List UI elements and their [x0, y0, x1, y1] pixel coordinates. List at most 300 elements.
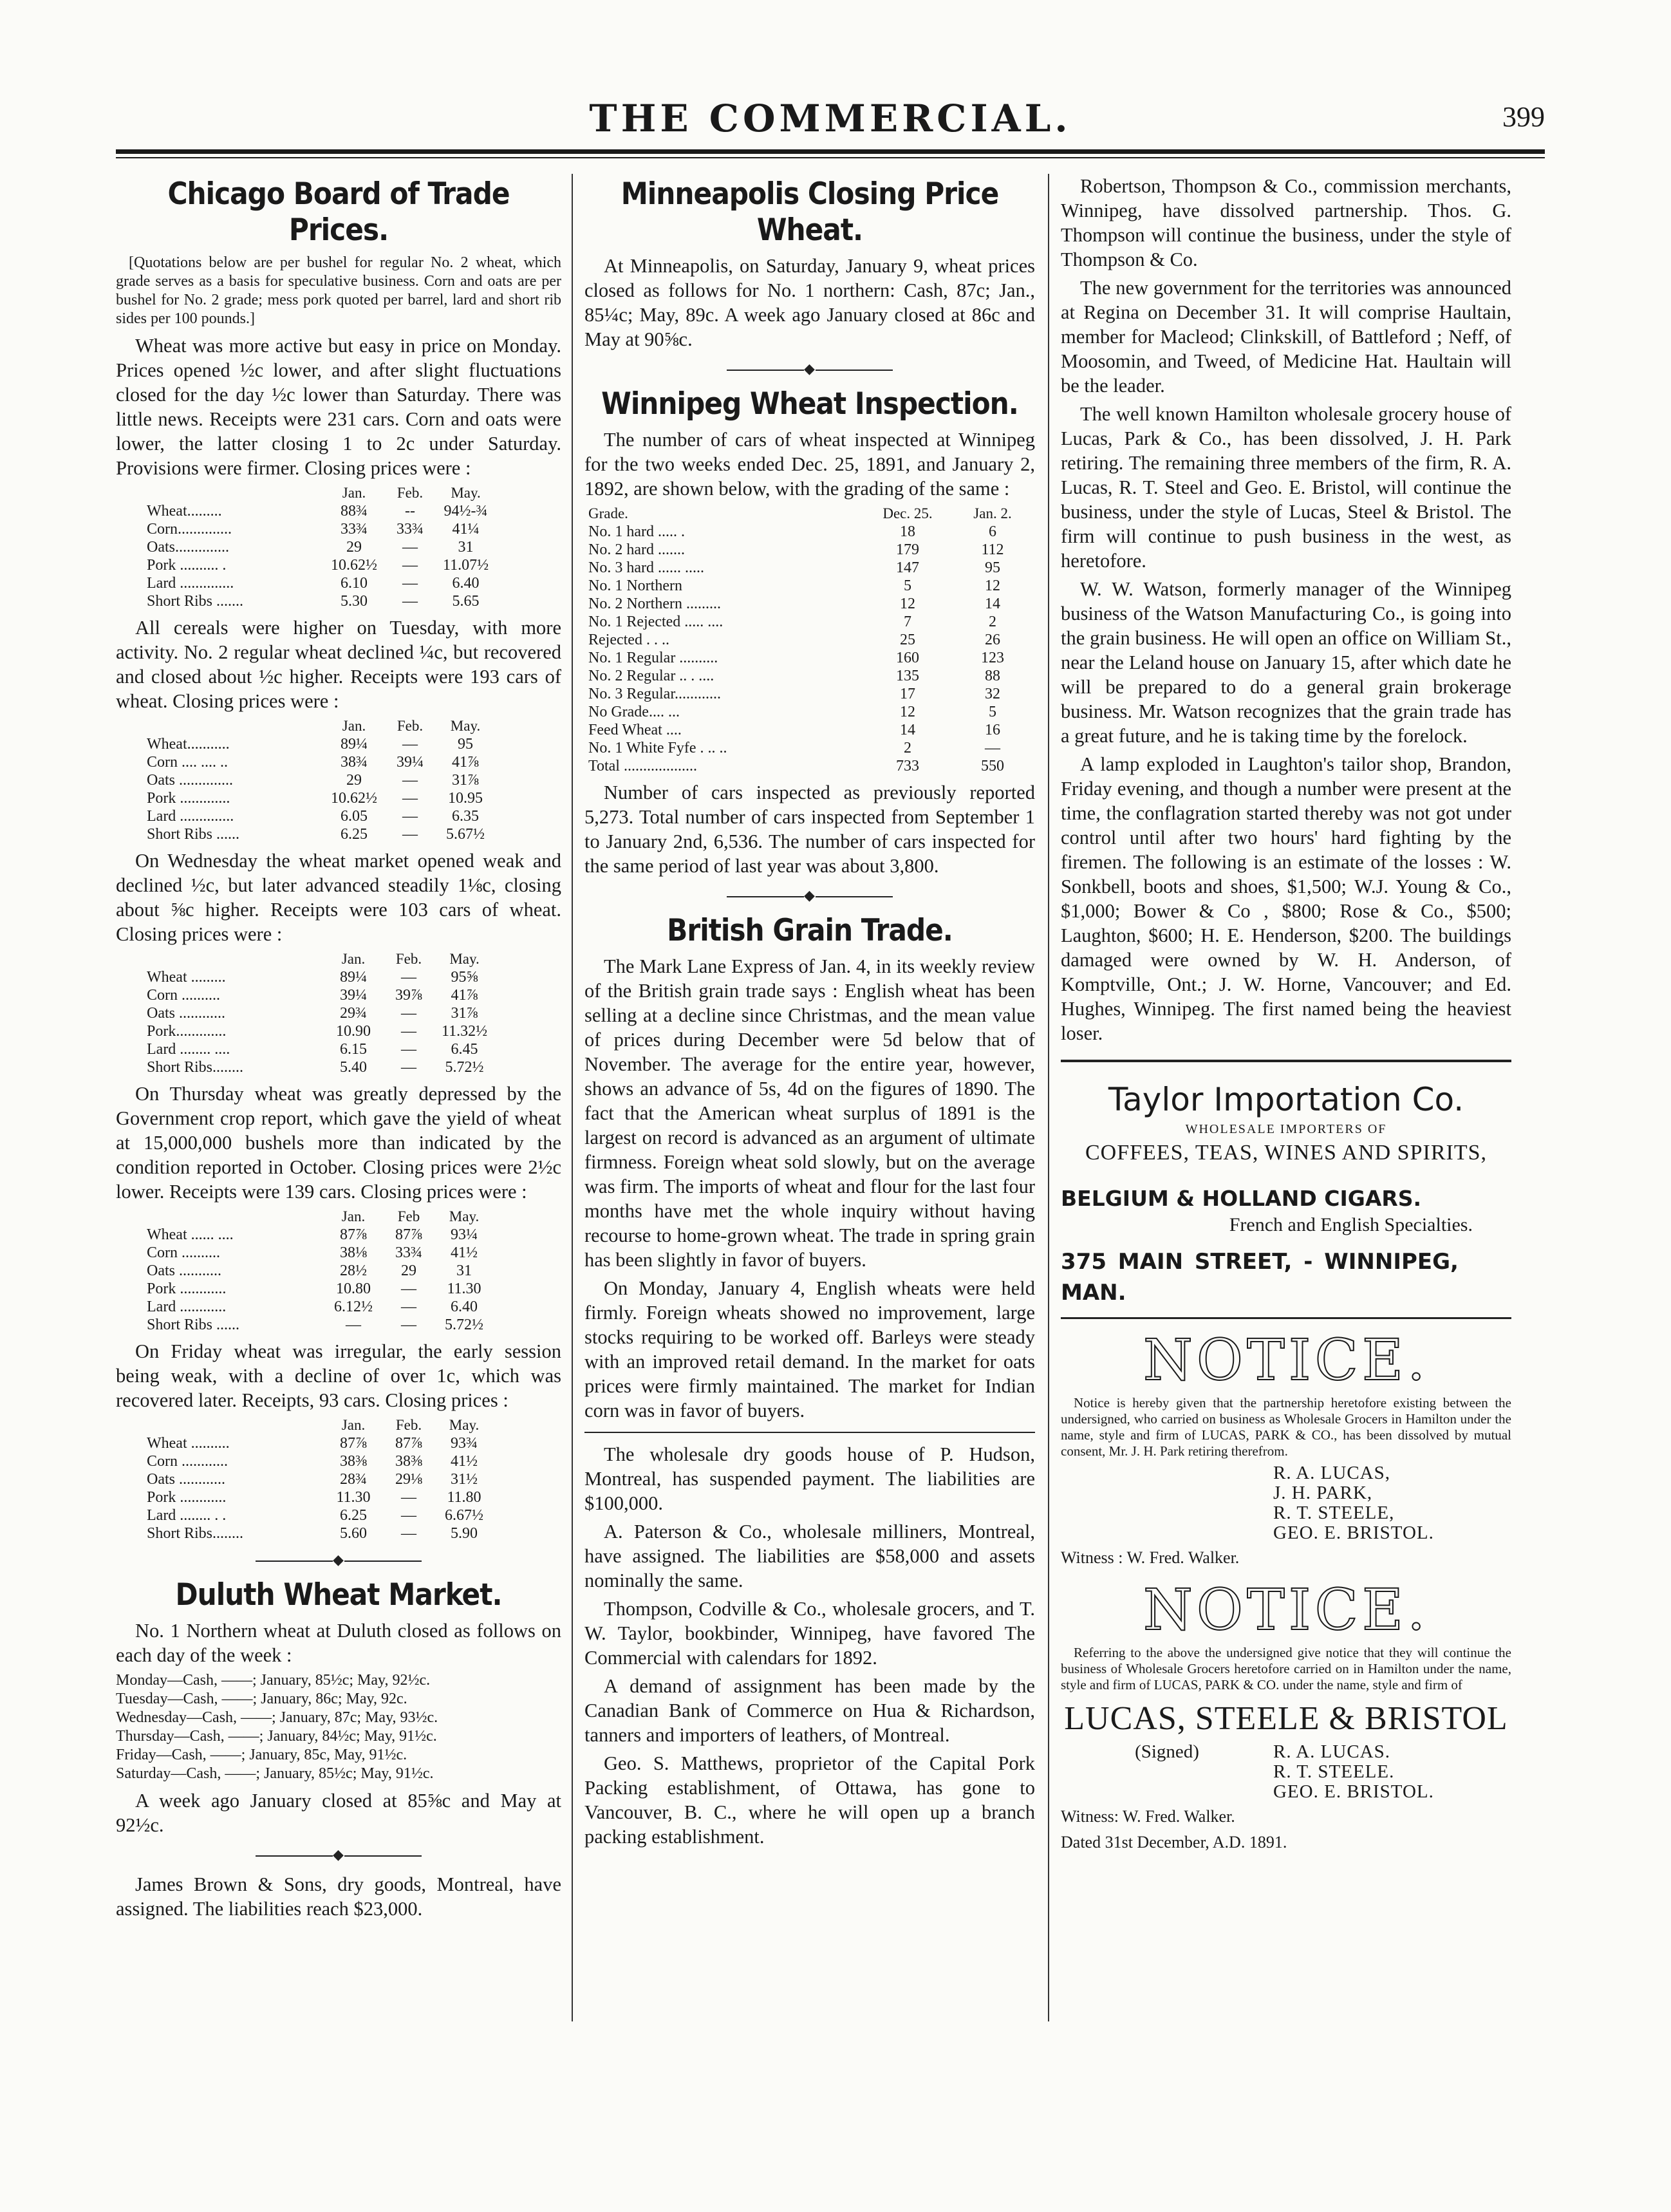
chicago-note: [Quotations below are per bushel for regular No. 2 wheat, which grade serves as a basis for speculative business. Corn and oats are per bushel for No. 2 grade; mess pork quoted per barrel, lard and short rib sides per 100 pounds.]: [116, 254, 561, 327]
thompson-item: Thompson, Codville & Co., wholesale grocers, and T. W. Taylor, bookbinder, Winnipeg, have favored The Commercial with calendars for 1892.: [584, 1598, 1035, 1669]
section-separator: ◆: [116, 1548, 561, 1572]
cell-value: 6: [989, 523, 996, 540]
chicago-heading: Chicago Board of Trade Prices.: [167, 176, 510, 248]
table-row: [584, 757, 1035, 775]
cell-value: 88¾: [341, 503, 368, 520]
cell-value: 6.45: [451, 1041, 478, 1058]
cell-value: —: [401, 1298, 416, 1315]
table-row: [584, 631, 1035, 649]
friday-prices-table: [142, 1416, 492, 1542]
table-row: [142, 1058, 492, 1076]
tuesday-report: All cereals were higher on Tuesday, with more activity. No. 2 regular wheat declined ¼c, but recovered and closed about ½c higher. Receipts were 193 cars of wheat. Closing prices were :: [116, 617, 561, 712]
cell-value: --: [405, 503, 415, 520]
cell-value: 12: [900, 595, 915, 612]
list-line: Tuesday—Cash, ——; January, 86c; May, 92c.: [116, 1691, 407, 1707]
cell-value: 5: [989, 704, 996, 720]
thursday-prices-table: [142, 1208, 492, 1334]
list-line: J. H. PARK,: [1273, 1483, 1373, 1503]
cell-value: 5: [904, 577, 911, 594]
thursday-report: On Thursday wheat was greatly depressed by the Government crop report, which gave the yield of wheat at 15,000,000 bushels more than indicated by the condition reported in October. Closing prices were 2½c lower. Receipts were 139 cars. Closing prices were :: [116, 1083, 561, 1203]
divider: [1061, 1317, 1511, 1319]
demand-item: A demand of assignment has been made by the Canadian Bank of Commerce on Hua & Richardson, tanners and importers of leathers, of Montreal.: [584, 1675, 1035, 1746]
row-label: No Grade.... ...: [588, 704, 680, 720]
column-3: [1061, 174, 1511, 1853]
hudson-item: The wholesale dry goods house of P. Hudson, Montreal, has suspended payment. The liabilities are $100,000.: [584, 1443, 1035, 1514]
row-label: Wheat ..........: [147, 1435, 230, 1452]
row-label: Pork .............: [147, 790, 230, 807]
row-label: Lard ........ . .: [147, 1507, 227, 1524]
newspaper-title: THE COMMERCIAL.: [589, 97, 1072, 140]
cell-value: —: [402, 557, 418, 574]
ad-subtitle: WHOLESALE IMPORTERS OF: [1185, 1122, 1387, 1136]
row-label: Short Ribs .......: [147, 593, 244, 610]
inspection-text: The number of cars of wheat inspected at Winnipeg for the two weeks ended Dec. 25, 1891, and January 2, 1892, are shown below, with the grading of the same :: [584, 429, 1035, 500]
duluth-intro: No. 1 Northern wheat at Duluth closed as follows on each day of the week :: [116, 1620, 561, 1666]
row-label: No. 3 Regular............: [588, 686, 721, 702]
cell-value: 12: [985, 577, 1000, 594]
cell-value: —: [401, 1507, 416, 1524]
friday-report: On Friday wheat was irregular, the early session being weak, with a decline of over 1c, which was recovered later. Receipts, 93 cars. Closing prices :: [116, 1340, 561, 1411]
government-item: The new government for the territories was announced at Regina on December 31. It will comprise Haultain, member for Macleod; Clinkskill, of Battleford ; Neff, of Moosomin, and Tweed, of Medicine Hat. Haultain will be the leader.: [1061, 277, 1511, 397]
cell-value: 93¾: [451, 1435, 478, 1452]
column-header: Feb: [397, 1208, 420, 1224]
cell-value: 41½: [451, 1453, 478, 1470]
table-row: [142, 1262, 492, 1280]
cell-value: 38⅛: [340, 1244, 367, 1261]
duluth-daily-list: [116, 1671, 561, 1783]
column-header: Grade.: [588, 505, 628, 521]
row-label: Wheat...........: [147, 736, 230, 753]
cell-value: 11.30: [336, 1489, 371, 1506]
row-label: No. 2 Regular .. . ....: [588, 668, 714, 684]
list-line: Monday—Cash, ——; January, 85½c; May, 92½c.: [116, 1672, 431, 1689]
cell-value: 2: [904, 740, 911, 756]
cell-value: —: [401, 1005, 416, 1022]
row-label: Corn ..........: [147, 987, 220, 1004]
cell-value: 29: [401, 1262, 416, 1279]
cell-value: 32: [985, 686, 1000, 702]
list-line: Wednesday—Cash, ——; January, 87c; May, 93½c.: [116, 1709, 438, 1726]
cell-value: 38⅜: [340, 1453, 367, 1470]
notice-dissolution-text: Notice is hereby given that the partnership heretofore existing between the undersigned, who carried on business as Wholesale Grocers in Hamilton under the name, style and firm of LUCAS, PARK & CO., has been dissolved by mutual consent, Mr. J. H. Park retiring therefrom.: [1061, 1395, 1511, 1459]
row-label: No. 1 Northern: [588, 577, 682, 594]
cell-value: —: [402, 575, 418, 592]
list-line: Thursday—Cash, ——; January, 84½c; May, 91½c.: [116, 1728, 437, 1745]
cell-value: 14: [900, 722, 915, 738]
cell-value: 135: [896, 668, 919, 684]
row-label: Oats ...........: [147, 1262, 221, 1279]
table-header-row: [142, 484, 494, 502]
cell-value: 39¼: [340, 987, 367, 1004]
notice-heading: NOTICE.: [1143, 1327, 1430, 1393]
row-label: Oats..............: [147, 539, 229, 556]
watson-item: W. W. Watson, formerly manager of the Winnipeg business of the Watson Manufacturing Co., is going into the grain business. He will open an office on William St., near the Leland house on January 15, after which date he will be prepared to do a general grain brokerage business. Mr. Watson recognizes that the grain trade has a great future, and he is taking time by the forelock.: [1061, 578, 1511, 747]
table-header-row: [142, 1208, 492, 1226]
column-header: Jan.: [341, 951, 366, 967]
column-header: Jan. 2.: [973, 505, 1012, 521]
column-header: Feb.: [395, 951, 422, 967]
cell-value: 5.65: [452, 593, 480, 610]
column-header: Jan.: [342, 485, 366, 501]
table-row: [584, 685, 1035, 703]
row-label: No. 1 White Fyfe . .. ..: [588, 740, 727, 756]
cell-value: 10.62½: [331, 557, 377, 574]
inspection-table: [584, 505, 1035, 775]
column-header: Dec. 25.: [882, 505, 933, 521]
ad-company-name: Taylor Importation Co.: [1108, 1081, 1464, 1118]
cell-value: 95: [985, 559, 1000, 576]
cell-value: 28½: [340, 1262, 367, 1279]
taylor-advertisement: [1061, 1079, 1511, 1308]
list-line: GEO. E. BRISTOL.: [1273, 1781, 1434, 1802]
cell-value: 123: [981, 650, 1004, 666]
cell-value: 88: [985, 668, 1000, 684]
table-row: [584, 703, 1035, 721]
cell-value: 6.10: [341, 575, 368, 592]
cell-value: 29¾: [340, 1005, 367, 1022]
cell-value: 87⅞: [340, 1435, 367, 1452]
table-row: [584, 649, 1035, 667]
row-label: Lard ..............: [147, 575, 234, 592]
table-row: [584, 721, 1035, 739]
column-header: May.: [449, 951, 480, 967]
row-label: Corn..............: [147, 521, 232, 538]
table-header-row: [584, 505, 1035, 523]
row-label: No. 1 Regular ..........: [588, 650, 718, 666]
monday-report: Wheat was more active but easy in price on Monday. Prices opened ½c lower, and after slight fluctuations closed for the day ½c lower than Saturday. There was little news. Receipts were 231 cars. Corn and oats were lower, the latter closing 1 to 2c under Saturday. Provisions were firmer. Closing prices were :: [116, 335, 561, 479]
wednesday-report: On Wednesday the wheat market opened weak and declined ½c, but later advanced steadily 1⅛c, closing about ⅝c higher. Receipts were 103 cars of wheat. Closing prices were :: [116, 850, 561, 945]
table-row: [584, 613, 1035, 631]
column-divider: [572, 174, 573, 2021]
signed-label: (Signed): [1135, 1741, 1199, 1762]
table-row: [142, 1470, 492, 1488]
cell-value: 87⅞: [395, 1226, 422, 1243]
cell-value: —: [402, 593, 418, 610]
cell-value: —: [401, 1317, 416, 1333]
table-row: [142, 986, 492, 1004]
row-label: Rejected . . ..: [588, 632, 669, 648]
table-header-row: [142, 717, 493, 735]
cell-value: 41⅞: [451, 987, 478, 1004]
table-row: [142, 825, 493, 843]
table-row: [142, 1506, 492, 1524]
cell-value: 6.05: [341, 808, 368, 825]
header-rule-thick: [116, 149, 1545, 154]
cell-value: —: [402, 790, 418, 807]
notice-witness: Witness : W. Fred. Walker.: [1061, 1548, 1240, 1567]
cell-value: 10.62½: [331, 790, 377, 807]
cell-value: —: [346, 1317, 361, 1333]
firm-name: LUCAS, STEELE & BRISTOL: [1064, 1700, 1508, 1737]
british-p2: On Monday, January 4, English wheats were held firmly. Foreign wheats showed no improvement, large stocks requiring to be worked off. Barleys were steady with an improved retail demand. In the market for oats prices were firmly maintained. The market for Indian corn was in favor of buyers.: [584, 1277, 1035, 1421]
cell-value: 6.40: [452, 575, 480, 592]
notice-signatures: [1061, 1463, 1511, 1543]
cell-value: —: [401, 1280, 416, 1297]
robertson-item: Robertson, Thompson & Co., commission merchants, Winnipeg, have dissolved partnership. Thos. G. Thompson will continue the business, under the style of Thompson & Co.: [1061, 175, 1511, 270]
table-row: [142, 1004, 492, 1022]
row-label: Corn ..........: [147, 1244, 220, 1261]
table-row: [142, 789, 493, 807]
table-row: [584, 595, 1035, 613]
cell-value: —: [985, 740, 1000, 756]
cell-value: —: [402, 808, 418, 825]
cell-value: 5.30: [341, 593, 368, 610]
list-line: R. T. STEELE,: [1273, 1503, 1395, 1523]
row-label: Feed Wheat ....: [588, 722, 682, 738]
hamilton-item: The well known Hamilton wholesale grocery house of Lucas, Park & Co., has been dissolved, J. H. Park retiring. The remaining three members of the firm, R. A. Lucas, R. T. Steel and Geo. E. Bristol, will continue the business, under the style of Lucas, Steel & Bristol. The firm will continue to push business in the west, as heretofore.: [1061, 403, 1511, 572]
cell-value: —: [401, 1041, 416, 1058]
cell-value: 38¾: [341, 754, 368, 771]
row-label: Oats ..............: [147, 772, 233, 789]
table-row: [142, 1226, 492, 1244]
list-line: R. T. STEELE.: [1273, 1761, 1395, 1782]
row-label: Short Ribs........: [147, 1525, 244, 1542]
cell-value: 6.12½: [334, 1298, 373, 1315]
cell-value: 112: [981, 541, 1004, 558]
row-label: No. 1 Rejected ..... ....: [588, 614, 723, 630]
row-label: No. 2 hard .......: [588, 541, 685, 558]
cell-value: 5.90: [451, 1525, 478, 1542]
page-number: 399: [1502, 101, 1545, 133]
table-header-row: [142, 1416, 492, 1434]
cell-value: 29: [346, 772, 362, 789]
cell-value: —: [401, 1023, 416, 1040]
list-line: R. A. LUCAS.: [1273, 1741, 1391, 1762]
row-label: Wheat.........: [147, 503, 222, 520]
ad-cigars: BELGIUM & HOLLAND CIGARS.: [1061, 1186, 1422, 1211]
cell-value: 6.35: [452, 808, 479, 825]
divider: [1061, 1060, 1511, 1062]
column-header: May.: [450, 718, 481, 734]
divider: [584, 1432, 1035, 1433]
row-label: Lard ........ ....: [147, 1041, 230, 1058]
table-row: [142, 538, 494, 556]
notice-signatures: [1273, 1742, 1434, 1802]
cell-value: —: [401, 1059, 416, 1076]
cell-value: 31⅞: [452, 772, 479, 789]
cell-value: 33¾: [341, 521, 368, 538]
paterson-item: A. Paterson & Co., wholesale milliners, Montreal, have assigned. The liabilities are $58,000 and assets nominally the same.: [584, 1521, 1035, 1591]
wednesday-prices-table: [142, 950, 492, 1076]
cell-value: 11.30: [447, 1280, 481, 1297]
row-label: Short Ribs........: [147, 1059, 244, 1076]
cell-value: 29: [346, 539, 362, 556]
table-row: [142, 1452, 492, 1470]
cell-value: —: [402, 826, 418, 843]
column-header: May.: [449, 1417, 480, 1433]
table-row: [142, 735, 493, 753]
masthead: [116, 97, 1545, 142]
table-row: [142, 1434, 492, 1452]
cell-value: 31⅞: [451, 1005, 478, 1022]
header-rule-thin: [116, 157, 1545, 158]
cell-value: 89¼: [340, 969, 367, 986]
table-row: [584, 577, 1035, 595]
ad-products: COFFEES, TEAS, WINES AND SPIRITS,: [1085, 1141, 1487, 1165]
cell-value: 39¼: [397, 754, 424, 771]
row-label: No. 2 Northern .........: [588, 595, 721, 612]
brown-item: James Brown & Sons, dry goods, Montreal, have assigned. The liabilities reach $23,000.: [116, 1873, 561, 1920]
cell-value: 160: [896, 650, 919, 666]
list-line: Saturday—Cash, ——; January, 85½c; May, 91½c.: [116, 1765, 434, 1782]
table-row: [584, 739, 1035, 757]
row-label: No. 1 hard ..... .: [588, 523, 685, 540]
notice-heading: NOTICE.: [1143, 1577, 1430, 1643]
table-row: [142, 1488, 492, 1506]
cell-value: 6.15: [340, 1041, 367, 1058]
cell-value: 28¾: [340, 1471, 367, 1488]
cell-value: 16: [985, 722, 1000, 738]
british-p1: The Mark Lane Express of Jan. 4, in its weekly review of the British grain trade says : English wheat has been selling at a decline since Christmas, and the mean value of prices during December were 5d below that of November. The average for the entire year, however, shows an advance of 5s, 4d on the figures of 1890. The fact that the American wheat surplus of 1891 is the largest on record is advanced as an argument of ultimate firmness. Foreign wheat sold slowly, but on the average was firm. The imports of wheat and flour for the last four months have met the whole inquiry without having recourse to home-grown wheat. The trade in spring grain has been slightly in favor of buyers.: [584, 955, 1035, 1271]
row-label: Short Ribs ......: [147, 1317, 240, 1333]
row-label: Wheat ...... ....: [147, 1226, 234, 1243]
list-line: GEO. E. BRISTOL.: [1273, 1523, 1434, 1543]
cell-value: 6.25: [340, 1507, 367, 1524]
column-header: Jan.: [341, 1417, 366, 1433]
section-separator: ◆: [584, 883, 1035, 908]
cell-value: 5.72½: [445, 1059, 484, 1076]
table-row: [142, 502, 494, 520]
cell-value: 38⅜: [395, 1453, 422, 1470]
cell-value: 18: [900, 523, 915, 540]
cell-value: 41⅞: [452, 754, 479, 771]
cell-value: 11.07½: [443, 557, 489, 574]
section-separator: ◆: [116, 1842, 561, 1867]
row-label: Short Ribs ......: [147, 826, 240, 843]
row-label: Pork ............: [147, 1280, 227, 1297]
cell-value: 7: [904, 614, 911, 630]
minneapolis-heading: Minneapolis Closing Price Wheat.: [621, 176, 999, 248]
cell-value: —: [401, 1489, 416, 1506]
cell-value: 87⅞: [395, 1435, 422, 1452]
table-row: [142, 1298, 492, 1316]
table-row: [142, 1040, 492, 1058]
cell-value: 39⅞: [395, 987, 422, 1004]
duluth-heading: Duluth Wheat Market.: [175, 1577, 502, 1613]
cell-value: 94½-¾: [443, 503, 488, 520]
table-row: [142, 968, 492, 986]
table-row: [142, 807, 493, 825]
list-line: Friday—Cash, ——; January, 85c, May, 91½c.: [116, 1747, 407, 1763]
table-header-row: [142, 950, 492, 968]
cell-value: 14: [985, 595, 1000, 612]
cell-value: 10.95: [448, 790, 483, 807]
table-row: [584, 523, 1035, 541]
cell-value: 5.67½: [446, 826, 485, 843]
cell-value: 31½: [451, 1471, 478, 1488]
row-label: Wheat .........: [147, 969, 226, 986]
table-row: [142, 1316, 492, 1334]
cell-value: 6.67½: [445, 1507, 483, 1524]
table-row: [142, 574, 494, 592]
table-row: [142, 1280, 492, 1298]
cell-value: 33¾: [395, 1244, 422, 1261]
cell-value: 31: [458, 539, 474, 556]
row-label: Corn ............: [147, 1453, 228, 1470]
row-label: Oats ............: [147, 1005, 225, 1022]
cell-value: 179: [896, 541, 919, 558]
cell-value: 93¼: [451, 1226, 478, 1243]
cell-value: —: [401, 969, 416, 986]
cell-value: —: [402, 539, 418, 556]
row-label: Pork .......... .: [147, 557, 227, 574]
table-row: [142, 1022, 492, 1040]
ad-address: 375 MAIN STREET, - WINNIPEG, MAN.: [1061, 1249, 1459, 1306]
row-label: Pork.............: [147, 1023, 227, 1040]
table-row: [584, 667, 1035, 685]
table-row: [142, 753, 493, 771]
cell-value: 11.32½: [442, 1023, 488, 1040]
column-header: Feb.: [397, 485, 424, 501]
minneapolis-text: At Minneapolis, on Saturday, January 9, wheat prices closed as follows for No. 1 northern: Cash, 87c; Jan., 85¼c; May, 89c. A week ago January closed at 86c and May at 90⅝c.: [584, 255, 1035, 350]
column-header: May.: [449, 1208, 480, 1224]
cell-value: 33¾: [397, 521, 424, 538]
column-header: Feb.: [395, 1417, 422, 1433]
row-label: Pork ............: [147, 1489, 227, 1506]
table-row: [142, 520, 494, 538]
table-row: [584, 559, 1035, 577]
cell-value: 5.72½: [445, 1317, 483, 1333]
section-separator: ◆: [584, 357, 1035, 381]
cell-value: 6.25: [341, 826, 368, 843]
inspection-heading: Winnipeg Wheat Inspection.: [601, 386, 1018, 422]
row-label: Total ...................: [588, 758, 697, 774]
british-heading: British Grain Trade.: [667, 913, 953, 948]
row-label: No. 3 hard ...... .....: [588, 559, 704, 576]
cell-value: 5.60: [340, 1525, 367, 1542]
cell-value: 26: [985, 632, 1000, 648]
cell-value: 89¼: [341, 736, 368, 753]
table-row: [142, 1524, 492, 1542]
cell-value: 17: [900, 686, 915, 702]
table-row: [142, 556, 494, 574]
cell-value: 12: [900, 704, 915, 720]
cell-value: 95: [458, 736, 473, 753]
cell-value: 10.80: [336, 1280, 371, 1297]
notice-continuation-text: Referring to the above the undersigned give notice that they will continue the business of Wholesale Grocers heretofore carried on in Hamilton under the name, style and firm of LUCAS, PARK & CO. under the name, style and firm of: [1061, 1645, 1511, 1692]
row-label: Oats ............: [147, 1471, 225, 1488]
cell-value: 6.40: [451, 1298, 478, 1315]
tuesday-prices-table: [142, 717, 493, 843]
cell-value: 41¼: [452, 521, 480, 538]
cell-value: —: [401, 1525, 416, 1542]
cell-value: 95⅝: [451, 969, 478, 986]
column-header: May.: [451, 485, 481, 501]
cell-value: —: [402, 736, 418, 753]
row-label: Lard ............: [147, 1298, 227, 1315]
cell-value: 87⅞: [340, 1226, 367, 1243]
column-divider: [1048, 174, 1049, 2021]
cell-value: 29⅛: [395, 1471, 422, 1488]
inspection-after: Number of cars inspected as previously reported 5,273. Total number of cars inspected from September 1 to January 2nd, 6,536. The number of cars inspected for the same period of last year was about 3,800.: [584, 782, 1035, 877]
cell-value: 25: [900, 632, 915, 648]
monday-prices-table: [142, 484, 494, 610]
column-1: [116, 174, 561, 1925]
cell-value: 31: [456, 1262, 472, 1279]
cell-value: 550: [981, 758, 1004, 774]
signed-block: [1061, 1742, 1511, 1802]
matthews-item: Geo. S. Matthews, proprietor of the Capital Pork Packing establishment, of Ottawa, has gone to Vancouver, B. C., where he will open up a branch packing establishment.: [584, 1752, 1035, 1848]
table-row: [584, 541, 1035, 559]
table-row: [142, 771, 493, 789]
cell-value: 10.90: [336, 1023, 371, 1040]
cell-value: 11.80: [447, 1489, 481, 1506]
cell-value: 733: [896, 758, 919, 774]
cell-value: 5.40: [340, 1059, 367, 1076]
notice-witness: Witness: W. Fred. Walker.: [1061, 1807, 1235, 1826]
row-label: Corn .... .... ..: [147, 754, 228, 771]
lamp-item: A lamp exploded in Laughton's tailor shop, Brandon, Friday evening, and though a number were present at the time, the conflagration started thereby was not got under control until after two hours' hard fighting by the firemen. The following is an estimate of the losses : W. Sonkbell, boots and shoes, $1,500; W.J. Young & Co., $1,000; Bower & Co , $800; Rose & Co., $500; Laughton, $600; H. E. Henderson, $200. The buildings damaged were owned by W. H. Anderson, of Komptville, Ont.; J. W. Horne, Vancouver; and Ed. Hughes, Winnipeg. The first named being the heaviest loser.: [1061, 753, 1511, 1044]
